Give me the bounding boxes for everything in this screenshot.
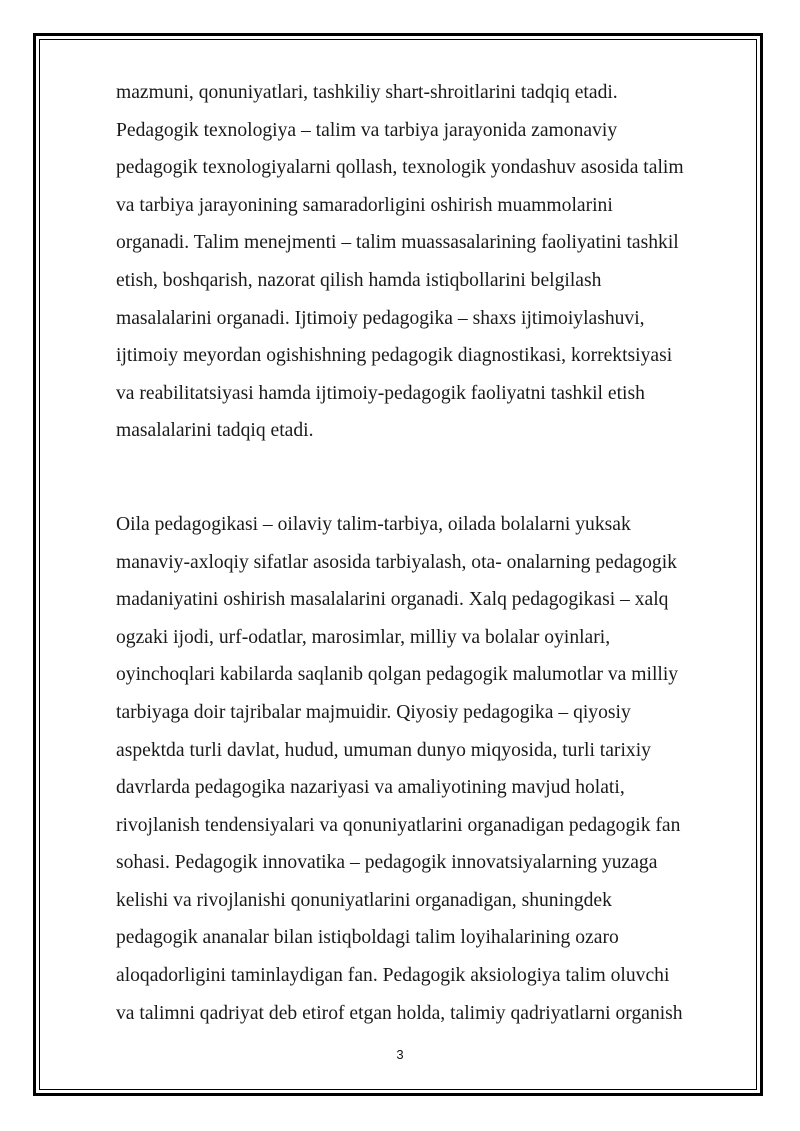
text-line: aspektda turli davlat, hudud, umuman dunyo miqyosida, turli tarixiy — [116, 739, 651, 761]
text-line: rivojlanish tendensiyalari va qonuniyatlarini organadigan pedagogik fan — [116, 814, 681, 836]
text-line: Oila pedagogikasi – oilaviy talim-tarbiya, oilada bolalarni yuksak — [116, 513, 631, 535]
text-line: ogzaki ijodi, urf-odatlar, marosimlar, milliy va bolalar oyinlari, — [116, 626, 611, 648]
paragraph-2 — [116, 506, 746, 1032]
text-line: sohasi. Pedagogik innovatika – pedagogik innovatsiyalarning yuzaga — [116, 852, 658, 874]
text-line: kelishi va rivojlanishi qonuniyatlarini organadigan, shuningdek — [116, 889, 612, 911]
text-line: etish, boshqarish, nazorat qilish hamda istiqbollarini belgilash — [116, 269, 602, 291]
paragraph-1 — [116, 74, 746, 450]
text-line: masalalarini organadi. Ijtimoiy pedagogika – shaxs ijtimoiylashuvi, — [116, 307, 645, 329]
text-line: pedagogik texnologiyalarni qollash, texnologik yondashuv asosida talim — [116, 157, 684, 179]
text-line: va tarbiya jarayonining samaradorligini oshirish muammolarini — [116, 194, 613, 216]
text-line: va talimni qadriyat deb etirof etgan holda, talimiy qadriyatlarni organish — [116, 1002, 683, 1024]
text-line: davrlarda pedagogika nazariyasi va amaliyotining mavjud holati, — [116, 777, 625, 799]
text-line: tarbiyaga doir tajribalar majmuidir. Qiyosiy pedagogika – qiyosiy — [116, 701, 631, 723]
text-line: oyinchoqlari kabilarda saqlanib qolgan pedagogik malumotlar va milliy — [116, 664, 679, 686]
text-line: manaviy-axloqiy sifatlar asosida tarbiyalash, ota- onalarning pedagogik — [116, 551, 677, 573]
text-line: mazmuni, qonuniyatlari, tashkiliy shart-shroitlarini tadqiq etadi. — [116, 82, 618, 103]
text-line: pedagogik ananalar bilan istiqboldagi talim loyihalarining ozaro — [116, 927, 619, 949]
text-line: organadi. Talim menejmenti – talim muassasalarining faoliyatini tashkil — [116, 232, 679, 254]
text-line: ijtimoiy meyordan ogishishning pedagogik diagnostikasi, korrektsiyasi — [116, 345, 673, 367]
page-number: 3 — [396, 1047, 404, 1062]
text-line: aloqadorligini taminlaydigan fan. Pedagogik aksiologiya talim oluvchi — [116, 965, 670, 987]
paragraph-gap — [116, 450, 746, 506]
text-line: masalalarini tadqiq etadi. — [116, 420, 314, 442]
text-line: madaniyatini oshirish masalalarini organadi. Xalq pedagogikasi – xalq — [116, 589, 669, 611]
text-line: Pedagogik texnologiya – talim va tarbiya jarayonida zamonaviy — [116, 119, 618, 141]
document-body — [116, 74, 746, 1032]
text-line: va reabilitatsiyasi hamda ijtimoiy-pedagogik faoliyatni tashkil etish — [116, 382, 645, 404]
